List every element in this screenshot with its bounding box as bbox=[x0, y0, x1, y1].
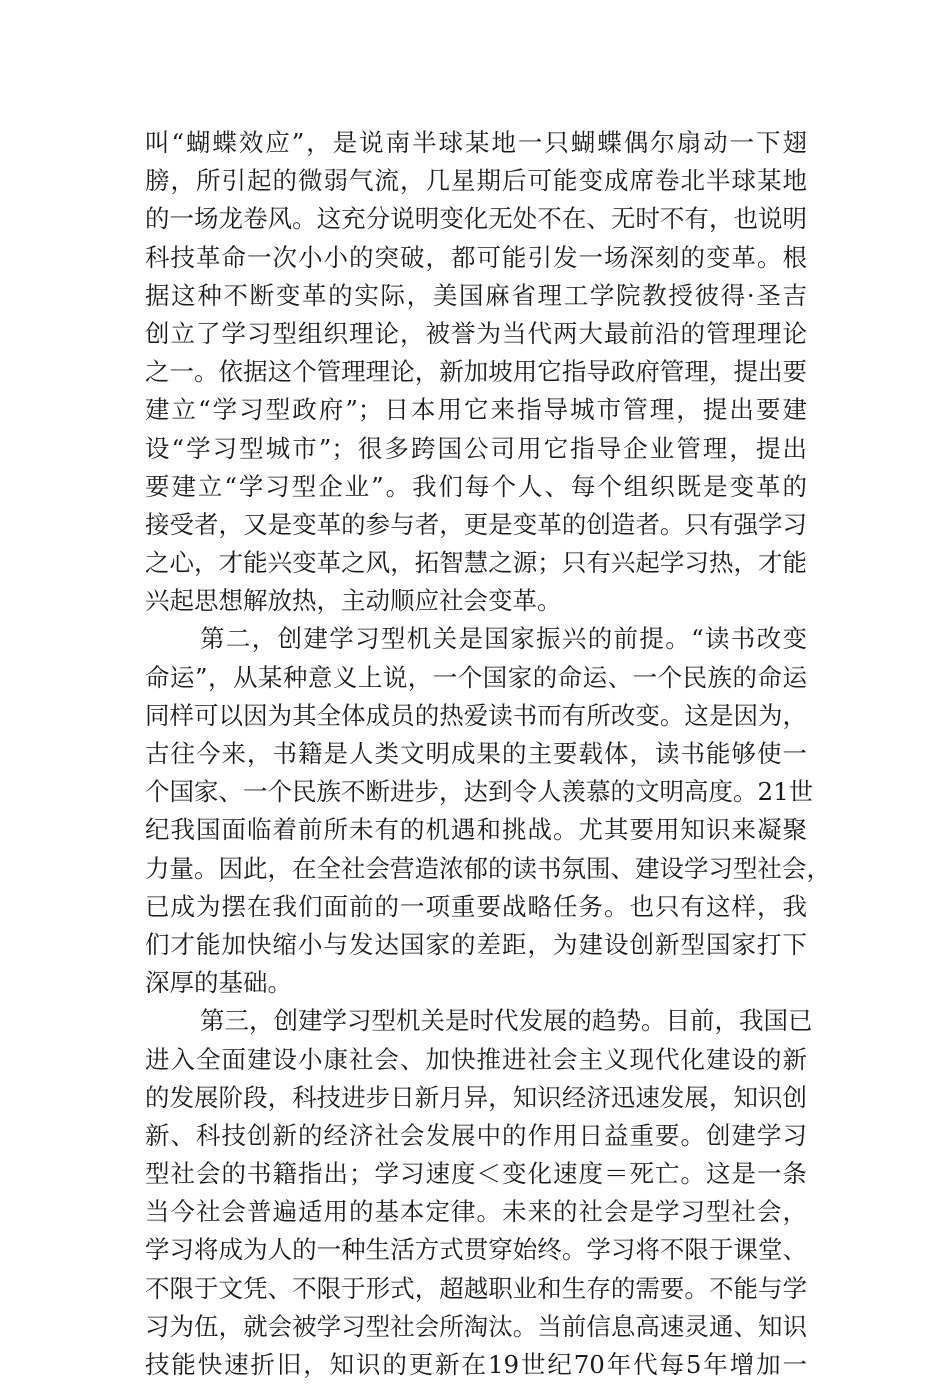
text-line: 新、科技创新的经济社会发展中的作用日益重要。创建学习 bbox=[145, 1120, 807, 1150]
text-line: 建立“学习型政府”；日本用它来指导城市管理，提出要建 bbox=[145, 395, 807, 425]
text-line: 的发展阶段，科技进步日新月异，知识经济迅速发展，知识创 bbox=[145, 1082, 807, 1112]
text-line: 进入全面建设小康社会、加快推进社会主义现代化建设的新 bbox=[145, 1044, 807, 1074]
text-line: 的一场龙卷风。这充分说明变化无处不在、无时不有，也说明 bbox=[145, 204, 807, 234]
text-line: 第三，创建学习型机关是时代发展的趋势。目前，我国已 bbox=[200, 1006, 813, 1036]
text-line: 型社会的书籍指出；学习速度＜变化速度＝死亡。这是一条 bbox=[145, 1159, 807, 1189]
text-line: 设“学习型城市”；很多跨国公司用它指导企业管理，提出 bbox=[145, 433, 807, 463]
body-text bbox=[145, 124, 831, 1384]
text-line: 个国家、一个民族不断进步，达到令人羡慕的文明高度。21世 bbox=[145, 777, 814, 807]
text-line: 叫“蝴蝶效应”，是说南半球某地一只蝴蝶偶尔扇动一下翅 bbox=[145, 128, 807, 157]
text-line: 兴起思想解放热，主动顺应社会变革。 bbox=[145, 586, 562, 616]
text-line: 科技革命一次小小的突破，都可能引发一场深刻的变革。根 bbox=[145, 242, 807, 272]
text-line: 力量。因此，在全社会营造浓郁的读书氛围、建设学习型社会， bbox=[145, 853, 831, 883]
text-line: 第二，创建学习型机关是国家振兴的前提。“读书改变 bbox=[200, 624, 807, 654]
text-line: 技能快速折旧，知识的更新在19世纪70年代每5年增加一 bbox=[145, 1350, 807, 1379]
text-line: 们才能加快缩小与发达国家的差距，为建设创新型国家打下 bbox=[145, 929, 807, 959]
paragraph-second-point bbox=[145, 620, 831, 1002]
text-line: 深厚的基础。 bbox=[145, 968, 292, 998]
text-line: 膀，所引起的微弱气流，几星期后可能变成席卷北半球某地 bbox=[145, 166, 807, 196]
text-line: 纪我国面临着前所未有的机遇和挑战。尤其要用知识来凝聚 bbox=[145, 815, 807, 845]
text-line: 创立了学习型组织理论，被誉为当代两大最前沿的管理理论 bbox=[145, 318, 807, 348]
text-line: 之心，才能兴变革之风，拓智慧之源；只有兴起学习热，才能 bbox=[145, 548, 807, 578]
text-line: 要建立“学习型企业”。我们每个人、每个组织既是变革的 bbox=[145, 471, 807, 501]
text-line: 不限于文凭、不限于形式，超越职业和生存的需要。不能与学 bbox=[145, 1273, 807, 1303]
text-line: 学习将成为人的一种生活方式贯穿始终。学习将不限于课堂、 bbox=[145, 1235, 807, 1265]
text-line: 命运”，从某种意义上说，一个国家的命运、一个民族的命运 bbox=[145, 662, 807, 692]
text-line: 接受者，又是变革的参与者，更是变革的创造者。只有强学习 bbox=[145, 509, 807, 539]
paragraph-butterfly-effect bbox=[145, 124, 807, 620]
text-line: 当今社会普遍适用的基本定律。未来的社会是学习型社会， bbox=[145, 1197, 807, 1227]
text-line: 习为伍，就会被学习型社会所淘汰。当前信息高速灵通、知识 bbox=[145, 1311, 807, 1341]
paragraph-third-point bbox=[145, 1002, 813, 1384]
text-line: 同样可以因为其全体成员的热爱读书而有所改变。这是因为， bbox=[145, 700, 807, 730]
text-line: 古往今来，书籍是人类文明成果的主要载体，读书能够使一 bbox=[145, 739, 807, 768]
text-line: 已成为摆在我们面前的一项重要战略任务。也只有这样，我 bbox=[145, 891, 807, 921]
text-line: 之一。依据这个管理理论，新加坡用它指导政府管理，提出要 bbox=[145, 357, 807, 387]
text-line: 据这种不断变革的实际，美国麻省理工学院教授彼得·圣吉 bbox=[145, 280, 807, 310]
